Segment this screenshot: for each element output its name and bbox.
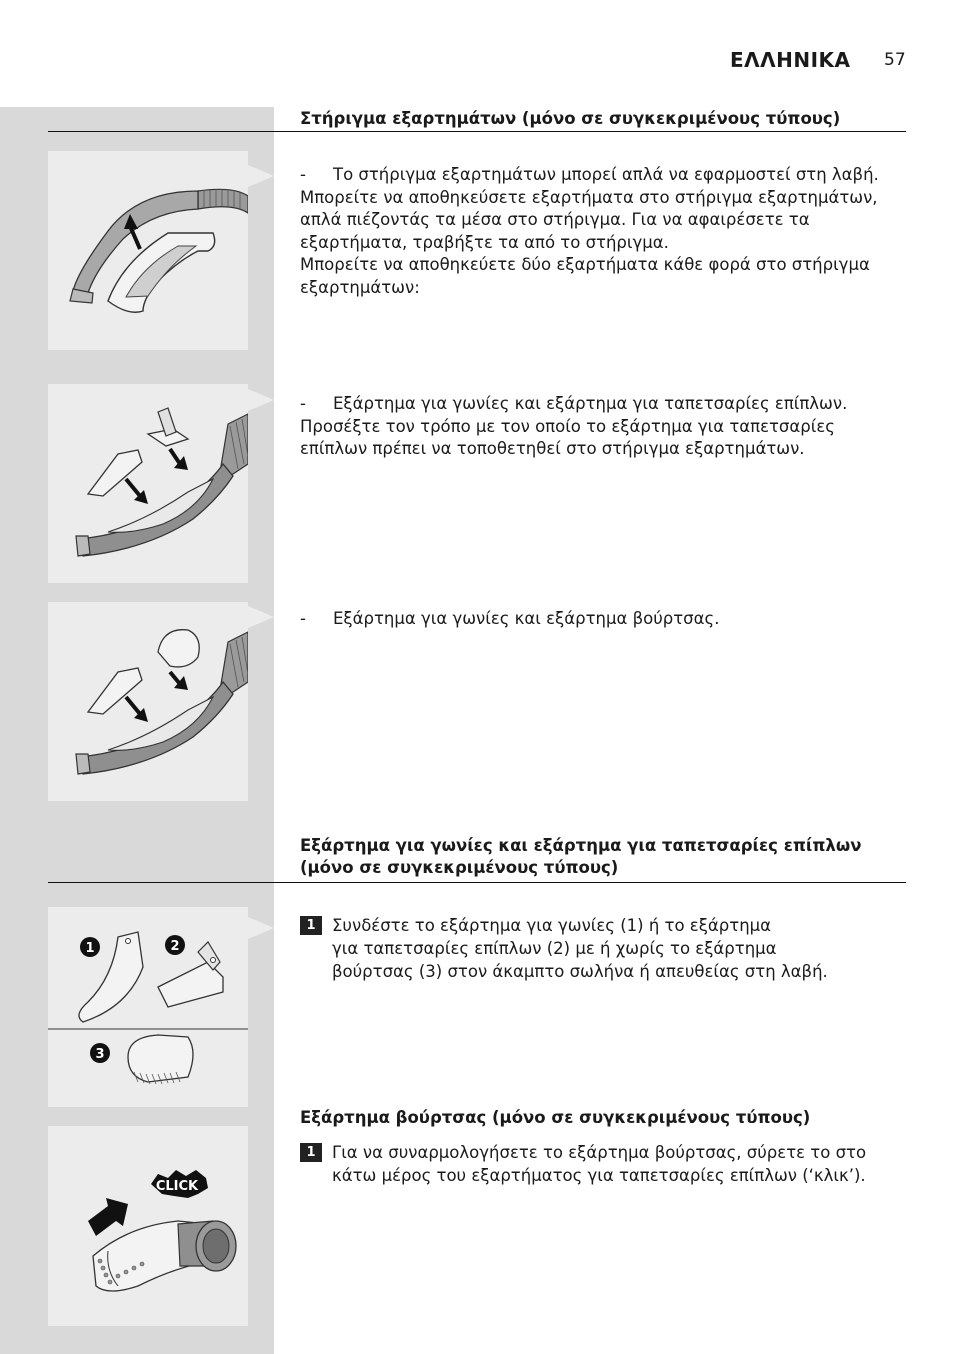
text-line: Μπορείτε να αποθηκεύετε δύο εξαρτήματα κάθε φορά στο στήριγμα [300, 255, 870, 274]
text-line: Μπορείτε να αποθηκεύσετε εξαρτήματα στο στήριγμα εξαρτημάτων, [300, 187, 878, 207]
crevice-brush-drawing [48, 602, 248, 801]
text-line: βούρτσας (3) στον άκαμπτο σωλήνα ή απευθείας στη λαβή. [332, 962, 828, 981]
text-line: απλά πιέζοντάς τα μέσα στο στήριγμα. Για να αφαιρέσετε τα [300, 210, 810, 229]
figure-label-1: 1 [85, 941, 95, 956]
text-block-crevice-upholstery [300, 393, 900, 461]
text-line: εξαρτήματα, τραβήξτε τα από το στήριγμα. [300, 232, 669, 252]
dash-marker: - [300, 609, 306, 628]
text-line: Για να συναρμολογήσετε το εξάρτημα βούρτσας, σύρετε το στο [332, 1143, 867, 1162]
nozzles-drawing [48, 907, 248, 1107]
text-line: Το στήριγμα εξαρτημάτων μπορεί απλά να εφαρμοστεί στη λαβή. [333, 165, 879, 184]
illustration-brush-click [48, 1126, 248, 1326]
text-block-crevice-brush [300, 608, 900, 631]
step-1-connect-nozzle [300, 914, 900, 983]
text-line: Συνδέστε το εξάρτημα για γωνίες (1) ή το εξάρτημα [332, 916, 772, 935]
section-title-accessory-holder: Στήριγμα εξαρτημάτων (μόνο σε συγκεκριμένους τύπους) [300, 109, 841, 128]
push-arrow [88, 1198, 128, 1236]
illustration-accessory-holder-on-handle [48, 151, 248, 350]
section-title-brush-nozzle: Εξάρτημα βούρτσας (μόνο σε συγκεκριμένους τύπους) [300, 1108, 811, 1127]
illustration-pointer [248, 917, 274, 939]
text-line: Εξάρτημα για γωνίες και εξάρτημα για ταπετσαρίες επίπλων. [333, 394, 848, 413]
title-line: Εξάρτημα για γωνίες και εξάρτημα για ταπετσαρίες επίπλων [300, 836, 862, 855]
language-header: ΕΛΛΗΝΙΚΑ [730, 48, 851, 72]
illustration-crevice-and-upholstery-in-holder [48, 384, 248, 583]
step-1-attach-brush [300, 1141, 900, 1187]
section-rule [48, 131, 906, 132]
text-line: κάτω μέρος του εξαρτήματος για ταπετσαρίες επίπλων (‘κλικ’). [332, 1166, 866, 1185]
title-line: (μόνο σε συγκεκριμένους τύπους) [300, 858, 619, 877]
illustration-three-nozzles [48, 907, 248, 1107]
text-line: επίπλων πρέπει να τοποθετηθεί στο στήριγμα εξαρτημάτων. [300, 439, 805, 458]
crevice-upholstery-drawing [48, 384, 248, 583]
illustration-pointer [248, 606, 274, 628]
page-number: 57 [884, 50, 906, 70]
step-number-badge: 1 [300, 916, 322, 935]
illustration-pointer [248, 389, 274, 411]
text-line: για ταπετσαρίες επίπλων (2) με ή χωρίς το εξάρτημα [332, 939, 777, 958]
handle-holder-drawing [48, 151, 248, 350]
illustration-crevice-and-brush-in-holder [48, 602, 248, 801]
text-line: Προσέξτε τον τρόπο με τον οποίο το εξάρτημα για ταπετσαρίες [300, 416, 835, 436]
click-label: CLICK [155, 1179, 199, 1194]
figure-label-2: 2 [170, 939, 180, 954]
dash-marker: - [300, 165, 306, 184]
text-line: εξαρτημάτων: [300, 277, 420, 297]
illustration-pointer [248, 165, 274, 187]
text-block-holder-intro [300, 164, 900, 299]
step-number-badge: 1 [300, 1143, 322, 1162]
brush-click-drawing [48, 1126, 248, 1326]
section-title-crevice-upholstery [300, 835, 861, 879]
text-line: Εξάρτημα για γωνίες και εξάρτημα βούρτσας. [333, 609, 720, 628]
figure-label-3: 3 [95, 1047, 105, 1062]
section-rule [48, 882, 906, 883]
dash-marker: - [300, 394, 306, 413]
